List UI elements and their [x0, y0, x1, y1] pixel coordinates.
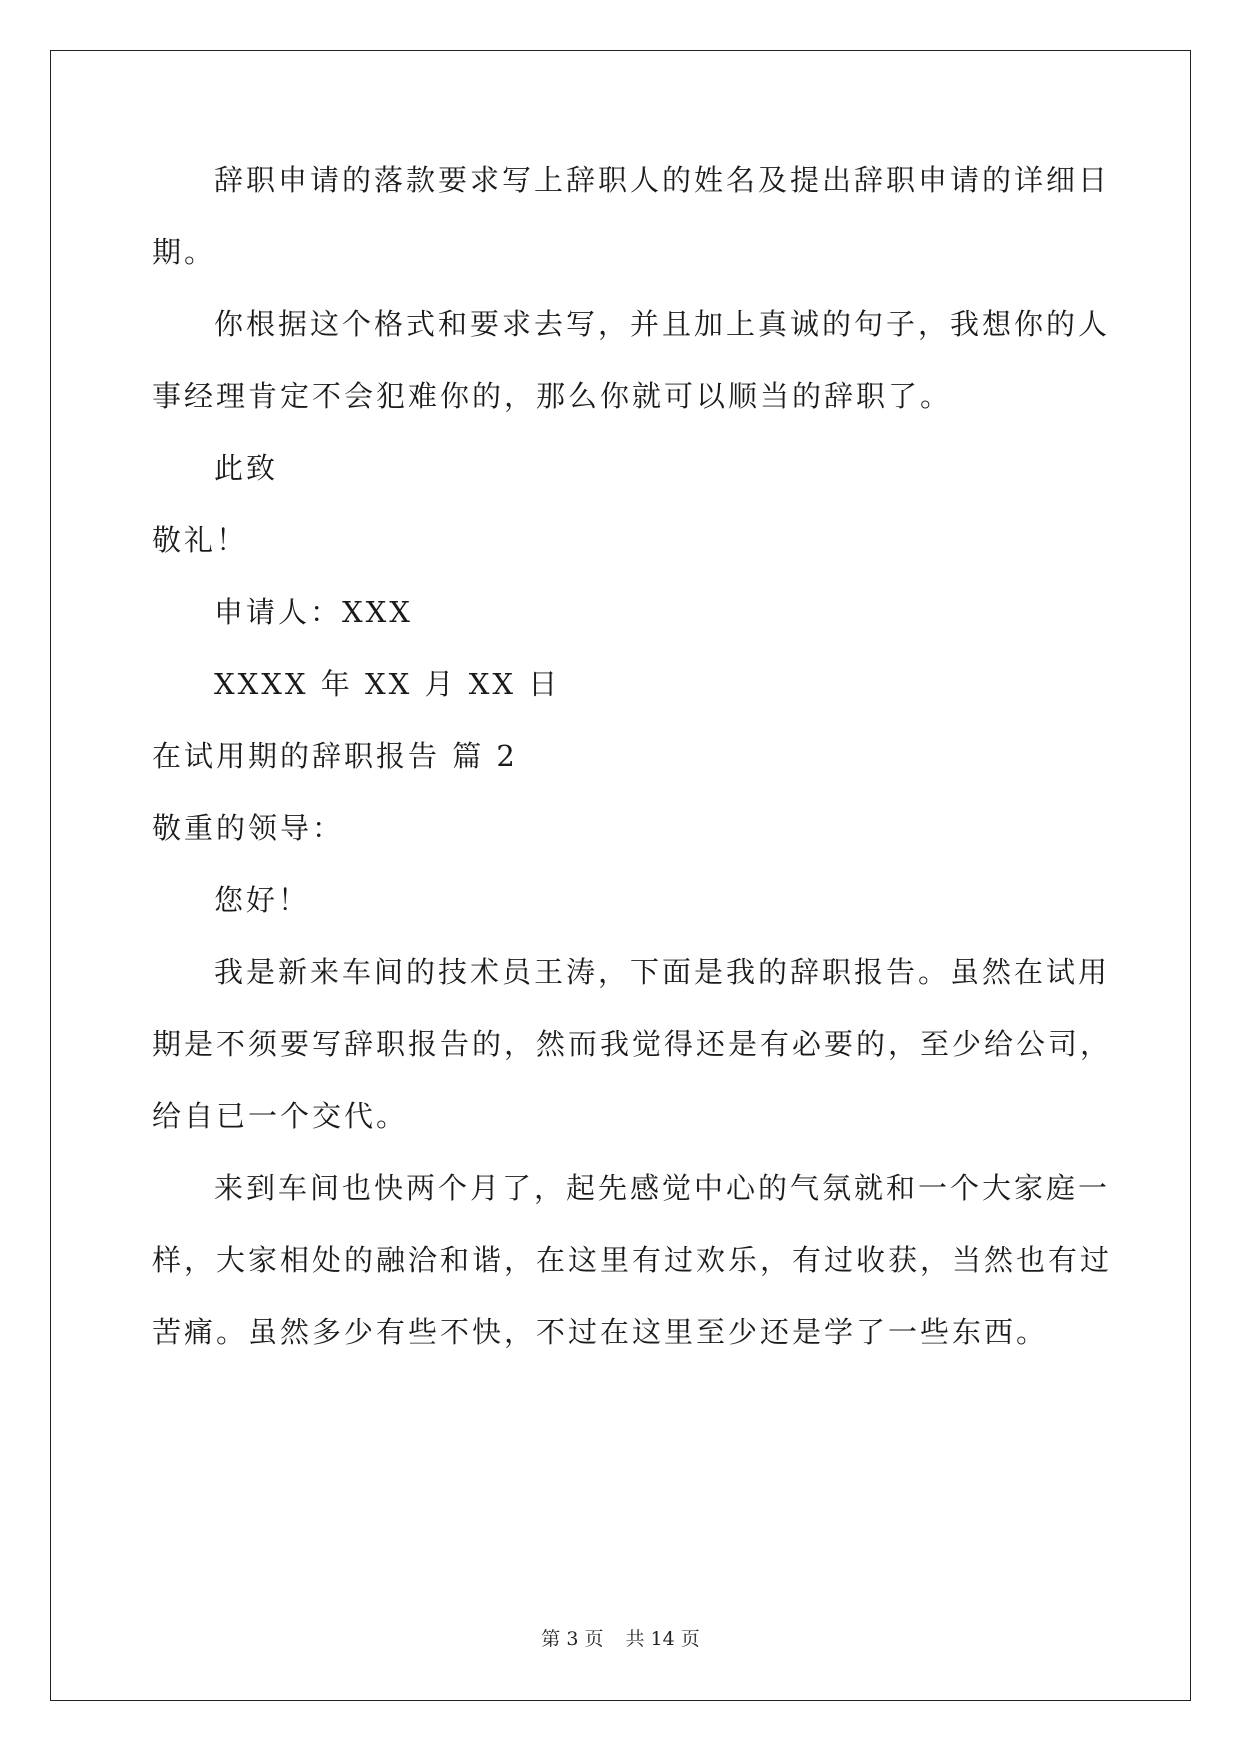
- paragraph-line: 期。: [152, 235, 217, 269]
- closing-regards: 敬礼！: [152, 523, 249, 557]
- section-heading: 在试用期的辞职报告 篇 2: [152, 739, 518, 773]
- applicant-line: 申请人：XXX: [214, 595, 413, 629]
- paragraph-line: 期是不须要写辞职报告的，然而我觉得还是有必要的，至少给公司，: [152, 1027, 1113, 1061]
- page-number: 第 3 页: [541, 1628, 604, 1650]
- paragraph-line: 辞职申请的落款要求写上辞职人的姓名及提出辞职申请的详细日: [214, 163, 1111, 197]
- closing-salutation: 此致: [214, 451, 279, 485]
- greeting-hello: 您好！: [214, 883, 311, 917]
- date-line: XXXX 年 XX 月 XX 日: [214, 667, 561, 701]
- paragraph-line: 来到车间也快两个月了，起先感觉中心的气氛就和一个大家庭一: [214, 1171, 1111, 1205]
- paragraph-line: 给自已一个交代。: [152, 1099, 409, 1133]
- paragraph-line: 样，大家相处的融洽和谐，在这里有过欢乐，有过收获，当然也有过: [152, 1243, 1113, 1277]
- paragraph-line: 你根据这个格式和要求去写，并且加上真诚的句子，我想你的人: [214, 307, 1111, 341]
- paragraph-line: 苦痛。虽然多少有些不快，不过在这里至少还是学了一些东西。: [152, 1315, 1049, 1349]
- greeting-line: 敬重的领导：: [152, 811, 345, 845]
- page-total: 共 14 页: [625, 1628, 700, 1650]
- page-footer: [0, 1624, 1241, 1651]
- paragraph-line: 事经理肯定不会犯难你的，那么你就可以顺当的辞职了。: [152, 379, 953, 413]
- page-border: [50, 50, 1191, 1701]
- paragraph-line: 我是新来车间的技术员王涛，下面是我的辞职报告。虽然在试用: [214, 955, 1111, 989]
